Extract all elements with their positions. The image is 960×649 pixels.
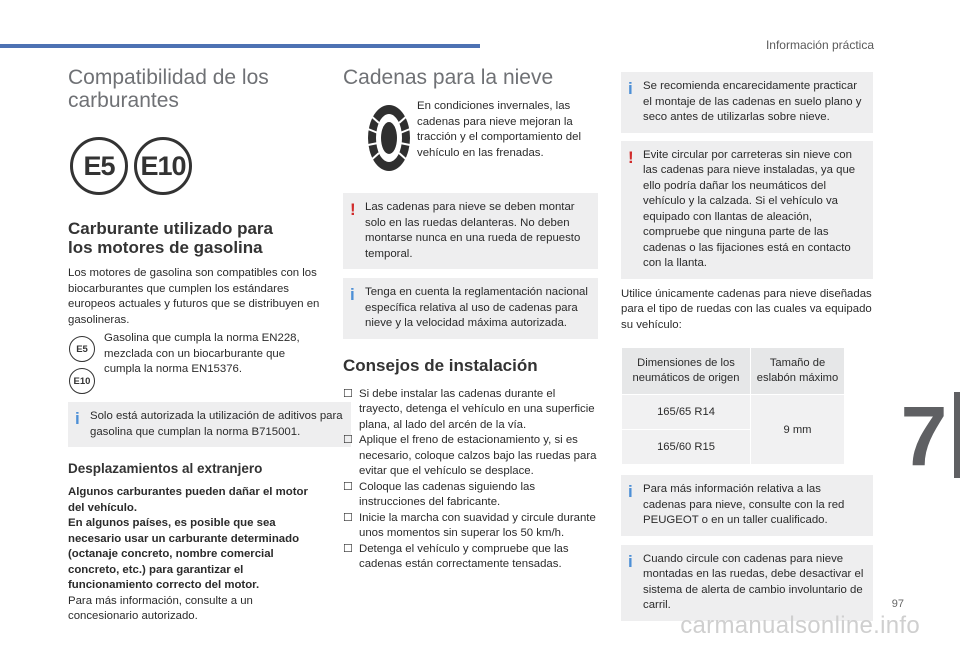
list-item: ☐ Coloque las cadenas siguiendo las instrucciones del fabricante. [343,480,536,508]
checkbox-bullet-icon: ☐ [343,542,353,555]
additives-info-box: i Solo está autorizada la utilización de aditivos para gasolina que cumplan la norma B715001. [68,402,351,447]
installation-steps [343,387,601,573]
snow-chain-icon [365,103,413,173]
no-snow-warning-box: ! Evite circular por carreteras sin nieve con las cadenas para nieve instaladas, ya que ello podría dañar los neumáticos del vehículo y la calzada. Si el vehículo va equipado con llantas de aleación, compruebe que ninguna parte de las cadenas o las fijaciones está en contacto con la llanta. [621,141,873,279]
chapter-number: 7 [894,386,954,486]
e10-small-badge: E10 [69,368,95,394]
snow-chains-column [343,66,601,573]
checkbox-bullet-icon: ☐ [343,387,353,400]
checkbox-bullet-icon: ☐ [343,434,353,446]
link-size-cell: 9 mm [751,395,845,465]
info-icon: i [628,79,633,98]
table-row [622,395,845,430]
fuel-title: Compatibilidad de los carburantes [68,66,269,112]
info-icon: i [628,482,633,501]
info-icon: i [75,409,80,428]
exclamation-icon: ! [350,200,356,219]
network-info-box: i Para más información relativa a las cadenas para nieve, consulte con la red PEUGEOT o en un taller cualificado. [621,475,873,536]
practice-info-box: i Se recomienda encarecidamente practicar el montaje de las cadenas en suelo plano y seco antes de utilizarlas sobre nieve. [621,72,873,133]
table-header: Dimensiones de los neumáticos de origen [622,348,751,395]
abroad-title: Desplazamientos al extranjero [68,461,263,476]
list-item: ☐ Aplique el freno de estacionamiento y, si es necesario, coloque calzos bajo las ruedas para evitar que el vehículo se desplace. [343,434,597,477]
exclamation-icon: ! [628,147,634,167]
regulation-info-box: i Tenga en cuenta la reglamentación nacional específica relativa al uso de cadenas para nieve y la velocidad máxima autorizada. [343,278,598,339]
checkbox-bullet-icon: ☐ [343,511,353,524]
chains-advice-column [621,72,873,621]
chains-use-text: Utilice únicamente cadenas para nieve diseñadas para el tipo de ruedas con las cuales va equipado su vehículo: [621,287,872,331]
installation-title: Consejos de instalación [343,355,538,375]
snow-chains-title: Cadenas para la nieve [343,66,554,89]
gasoline-section-title: Carburante utilizado para los motores de gasolina [68,219,273,257]
tyre-size-cell: 165/65 R14 [622,395,751,430]
watermark: carmanualsonline.info [680,612,920,639]
front-wheels-warning-box: ! Las cadenas para nieve se deben montar solo en las ruedas delanteras. No deben montarse nunca en una rueda de repuesto temporal. [343,193,598,269]
chain-size-table [621,347,845,465]
abroad-warning: Algunos carburantes pueden dañar el motor del vehículo. En algunos países, es posible que sea necesario usar un carburante determinado (octanaje concreto, nombre comercial concreto, etc.) para garantizar el funcionamiento correcto del motor. [68,486,308,591]
page-number: 97 [891,598,904,610]
chains-intro: En condiciones invernales, las cadenas para nieve mejoran la tracción y el comportamiento del vehículo en las frenadas. [417,100,581,159]
list-item: ☐ Detenga el vehículo y compruebe que las cadenas están correctamente tensadas. [343,542,569,570]
fuel-badges [70,137,324,195]
list-item: ☐ Inicie la marcha con suavidad y circule durante unos momentos sin superar los 50 km/h. [343,511,596,539]
checkbox-bullet-icon: ☐ [343,480,353,493]
info-icon: i [350,285,355,304]
gasoline-intro: Los motores de gasolina son compatibles con los biocarburantes que cumplen los estándares europeos actuales y futuros que se distribuyen en gasolineras. [68,267,320,326]
badge-spec-text: Gasolina que cumpla la norma EN228, mezclada con un biocarburante que cumpla la norma EN15376. [104,332,300,375]
list-item: ☐ Si debe instalar las cadenas durante el trayecto, detenga el vehículo en una superficie plana, al lado del arcén de la vía. [343,387,595,431]
table-header: Tamaño de eslabón máximo [751,348,845,395]
e10-badge: E10 [134,137,192,195]
e5-small-badge: E5 [69,336,95,362]
tyre-size-cell: 165/60 R15 [622,430,751,465]
chains-intro-block [343,99,601,187]
badge-spec-block [68,331,324,393]
abroad-text: Para más información, consulte a un concesionario autorizado. [68,594,253,622]
lane-alert-info-box: i Cuando circule con cadenas para nieve montadas en las ruedas, debe desactivar el sistema de alerta de cambio involuntario de carril. [621,545,873,621]
e5-badge: E5 [70,137,128,195]
info-icon: i [628,551,633,571]
header-accent-bar [0,44,480,48]
fuel-compatibility-column [68,66,343,625]
section-header: Información práctica [765,38,874,52]
